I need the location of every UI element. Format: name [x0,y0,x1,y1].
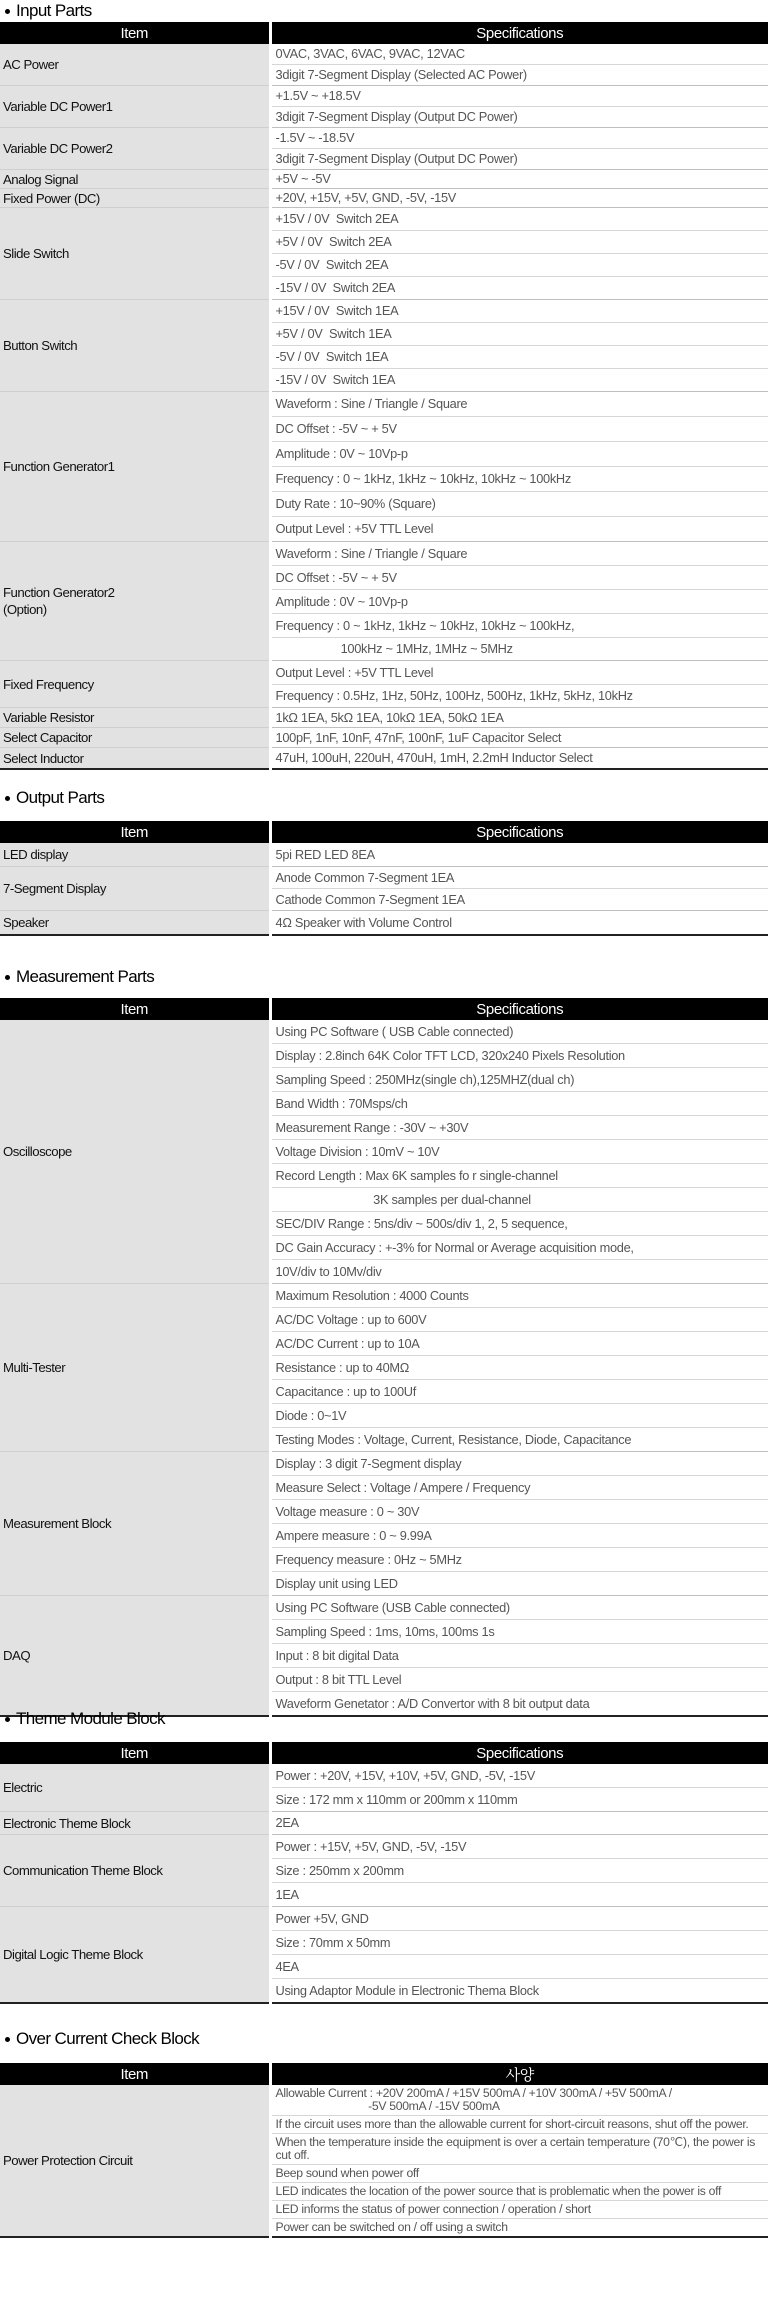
spec-line: Frequency measure : 0Hz ~ 5MHz [272,1548,768,1572]
table-row [0,1020,768,1284]
spec-line: Beep sound when power off [272,2165,768,2183]
item-name: Digital Logic Theme Block [0,1907,270,2004]
spec-cell [270,1907,768,2004]
table-row [0,708,768,728]
section-title-text: Measurement Parts [16,967,155,986]
table-row [0,843,768,867]
spec-line: Display : 3 digit 7-Segment display [272,1452,768,1476]
section-title [0,1707,165,1731]
spec-table [0,1742,768,2004]
section-title-text: Input Parts [16,1,92,20]
item-name: Variable Resistor [0,708,270,728]
item-name: Power Protection Circuit [0,2085,270,2237]
item-name: Function Generator1 [0,392,270,542]
bullet-icon [5,2037,10,2042]
spec-line: Frequency : 0 ~ 1kHz, 1kHz ~ 10kHz, 10kHz ~ 100kHz, [272,614,768,638]
section-title [0,786,104,810]
spec-cell [270,911,768,936]
item-name: Select Capacitor [0,728,270,748]
item-name: Speaker [0,911,270,936]
table-row [0,86,768,128]
item-name: Variable DC Power1 [0,86,270,128]
spec-line: -1.5V ~ -18.5V [272,128,768,149]
spec-cell [270,728,768,748]
spec-cell [270,1284,768,1452]
spec-line: Waveform : Sine / Triangle / Square [272,392,768,417]
spec-line: AC/DC Voltage : up to 600V [272,1308,768,1332]
spec-cell [270,1764,768,1812]
spec-line: Capacitance : up to 100Uf [272,1380,768,1404]
spec-line: DC Offset : -5V ~ + 5V [272,417,768,442]
item-column-header: Item [0,821,270,843]
item-name: Communication Theme Block [0,1835,270,1907]
item-column-header: Item [0,998,270,1020]
spec-line: +1.5V ~ +18.5V [272,86,768,107]
table-header-row [0,821,768,843]
spec-line: 3digit 7-Segment Display (Output DC Power) [275,151,518,166]
table-row [0,1835,768,1907]
spec-line: Output Level : +5V TTL Level [272,661,768,685]
spec-line: Cathode Common 7-Segment 1EA [275,892,465,907]
spec-line: LED informs the status of power connection / operation / short [272,2201,768,2219]
item-name: Multi-Tester [0,1284,270,1452]
table-row [0,542,768,661]
spec-cell [270,392,768,542]
spec-table [0,22,768,770]
table-header-row [0,998,768,1020]
spec-cell [270,170,768,189]
spec-line: 4EA [272,1955,768,1979]
spec-cell [270,661,768,708]
spec-line: +5V / 0V Switch 1EA [272,323,768,346]
table-row [0,128,768,170]
spec-line: 4Ω Speaker with Volume Control [275,915,452,930]
section-title [0,2027,199,2051]
spec-table [0,998,768,1717]
table-row [0,728,768,748]
spec-line: 1kΩ 1EA, 5kΩ 1EA, 10kΩ 1EA, 50kΩ 1EA [275,710,504,725]
spec-cell [270,1020,768,1284]
spec-line: DC Offset : -5V ~ + 5V [272,566,768,590]
table-header-row [0,1742,768,1764]
item-name: AC Power [0,44,270,86]
spec-cell [270,1812,768,1835]
item-name: Function Generator2 (Option) [0,542,270,661]
table-row [0,911,768,936]
spec-line: Band Width : 70Msps/ch [272,1092,768,1116]
table-row [0,170,768,189]
bullet-icon [5,9,10,14]
spec-line: LED indicates the location of the power source that is problematic when the power is off [272,2183,768,2201]
table-row [0,867,768,911]
spec-cell [270,748,768,770]
spec-cell [270,867,768,911]
item-name: Measurement Block [0,1452,270,1596]
spec-line: Measurement Range : -30V ~ +30V [272,1116,768,1140]
specifications-column-header: Specifications [270,821,768,843]
spec-table [0,821,768,936]
table-row [0,1907,768,2004]
spec-line: Using Adaptor Module in Electronic Thema Block [275,1983,539,1998]
item-name: Select Inductor [0,748,270,770]
spec-cell [270,189,768,208]
spec-line: Size : 172 mm x 110mm or 200mm x 110mm [275,1792,518,1807]
spec-line: Power : +15V, +5V, GND, -5V, -15V [272,1835,768,1859]
spec-line: Output : 8 bit TTL Level [272,1668,768,1692]
spec-line: Size : 70mm x 50mm [272,1931,768,1955]
spec-line: When the temperature inside the equipment is over a certain temperature (70℃), the power is cut off. [272,2134,768,2165]
spec-line: 2EA [275,1815,299,1830]
spec-cell [270,708,768,728]
spec-cell [270,1596,768,1717]
spec-line: Diode : 0~1V [272,1404,768,1428]
spec-line: DC Gain Accuracy : +-3% for Normal or Average acquisition mode, [272,1236,768,1260]
spec-line: Maximum Resolution : 4000 Counts [272,1284,768,1308]
spec-line: Using PC Software (USB Cable connected) [272,1596,768,1620]
table-row [0,300,768,392]
spec-line: Duty Rate : 10~90% (Square) [272,492,768,517]
item-name: Oscilloscope [0,1020,270,1284]
table-header-row [0,22,768,44]
item-name: Electric [0,1764,270,1812]
item-name: LED display [0,843,270,867]
spec-cell [270,542,768,661]
spec-cell [270,300,768,392]
table-row [0,1284,768,1452]
item-column-header: Item [0,2063,270,2085]
spec-line: 100pF, 1nF, 10nF, 47nF, 100nF, 1uF Capacitor Select [275,730,562,745]
item-name: Fixed Frequency [0,661,270,708]
table-row [0,1764,768,1812]
section-title [0,0,92,22]
spec-line: If the circuit uses more than the allowable current for short-circuit reasons, shut off the power. [272,2116,768,2134]
bullet-icon [5,975,10,980]
spec-line: Waveform : Sine / Triangle / Square [272,542,768,566]
spec-line: Display : 2.8inch 64K Color TFT LCD, 320x240 Pixels Resolution [272,1044,768,1068]
item-name: DAQ [0,1596,270,1717]
spec-line: Amplitude : 0V ~ 10Vp-p [272,590,768,614]
spec-line: SEC/DIV Range : 5ns/div ~ 500s/div 1, 2, 5 sequence, [272,1212,768,1236]
spec-cell [270,86,768,128]
spec-line: Voltage Division : 10mV ~ 10V [272,1140,768,1164]
section-title [0,965,154,989]
spec-cell [270,2085,768,2237]
bullet-icon [5,1717,10,1722]
specifications-column-header: Specifications [270,1742,768,1764]
bullet-icon [5,796,10,801]
item-name: Electronic Theme Block [0,1812,270,1835]
spec-line: +15V / 0V Switch 2EA [272,208,768,231]
item-name: Analog Signal [0,170,270,189]
spec-line: Frequency : 0 ~ 1kHz, 1kHz ~ 10kHz, 10kHz ~ 100kHz [272,467,768,492]
table-row [0,1812,768,1835]
table-header-row [0,2063,768,2085]
spec-line: +5V / 0V Switch 2EA [272,231,768,254]
spec-line: Allowable Current : +20V 200mA / +15V 500mA / +10V 300mA / +5V 500mA / -5V 500mA / -15V 500mA [272,2085,768,2116]
table-row [0,1596,768,1717]
spec-line: -5V / 0V Switch 2EA [272,254,768,277]
spec-line: Record Length : Max 6K samples fo r single-channel [272,1164,768,1188]
table-row [0,1452,768,1596]
table-row [0,392,768,542]
spec-line: 10V/div to 10Mv/div [275,1264,382,1279]
item-name: Slide Switch [0,208,270,300]
spec-line: Display unit using LED [275,1576,398,1591]
spec-cell [270,1452,768,1596]
table-row [0,208,768,300]
spec-line: Waveform Genetator : A/D Convertor with 8 bit output data [275,1696,590,1711]
specifications-column-header: Specifications [270,998,768,1020]
section-title-text: Over Current Check Block [16,2029,200,2048]
spec-cell [270,44,768,86]
spec-line: 100kHz ~ 1MHz, 1MHz ~ 5MHz [275,641,513,656]
spec-line: Sampling Speed : 250MHz(single ch),125MHZ(dual ch) [272,1068,768,1092]
spec-line: 47uH, 100uH, 220uH, 470uH, 1mH, 2.2mH Inductor Select [275,750,593,765]
spec-line: Amplitude : 0V ~ 10Vp-p [272,442,768,467]
spec-line: Output Level : +5V TTL Level [275,521,434,536]
spec-line: Resistance : up to 40MΩ [272,1356,768,1380]
table-row [0,189,768,208]
spec-line: 0VAC, 3VAC, 6VAC, 9VAC, 12VAC [272,44,768,65]
spec-line: Using PC Software ( USB Cable connected) [272,1020,768,1044]
section-title-text: Output Parts [16,788,105,807]
item-name: Variable DC Power2 [0,128,270,170]
spec-line: Anode Common 7-Segment 1EA [272,867,768,889]
spec-line: -15V / 0V Switch 2EA [275,280,396,295]
spec-line: -5V / 0V Switch 1EA [272,346,768,369]
item-column-header: Item [0,22,270,44]
table-row [0,2085,768,2237]
spec-line: -15V / 0V Switch 1EA [275,372,396,387]
spec-cell [270,1835,768,1907]
item-name: 7-Segment Display [0,867,270,911]
table-row [0,661,768,708]
spec-line: 5pi RED LED 8EA [275,847,375,862]
spec-line: 3K samples per dual-channel [272,1188,768,1212]
spec-line: 3digit 7-Segment Display (Output DC Power) [275,109,518,124]
spec-line: Frequency : 0.5Hz, 1Hz, 50Hz, 100Hz, 500Hz, 1kHz, 5kHz, 10kHz [275,688,633,703]
spec-line: Testing Modes : Voltage, Current, Resistance, Diode, Capacitance [275,1432,632,1447]
spec-line: Sampling Speed : 1ms, 10ms, 100ms 1s [272,1620,768,1644]
spec-line: +5V ~ -5V [275,171,331,186]
spec-line: Measure Select : Voltage / Ampere / Frequency [272,1476,768,1500]
spec-line: Size : 250mm x 200mm [272,1859,768,1883]
section-title-text: Theme Module Block [16,1709,165,1728]
spec-line: +15V / 0V Switch 1EA [272,300,768,323]
spec-line: 3digit 7-Segment Display (Selected AC Power) [275,67,527,82]
spec-table [0,2063,768,2238]
spec-line: AC/DC Current : up to 10A [272,1332,768,1356]
item-name: Button Switch [0,300,270,392]
spec-cell [270,843,768,867]
specifications-column-header: 사양 [270,2063,768,2085]
table-row [0,748,768,770]
spec-line: Ampere measure : 0 ~ 9.99A [272,1524,768,1548]
spec-line: Voltage measure : 0 ~ 30V [272,1500,768,1524]
spec-line: 1EA [275,1887,299,1902]
spec-line: Input : 8 bit digital Data [272,1644,768,1668]
item-name: Fixed Power (DC) [0,189,270,208]
specifications-column-header: Specifications [270,22,768,44]
table-row [0,44,768,86]
item-column-header: Item [0,1742,270,1764]
spec-line: +20V, +15V, +5V, GND, -5V, -15V [275,190,457,205]
spec-line: Power can be switched on / off using a switch [275,2220,508,2234]
spec-cell [270,208,768,300]
spec-line: Power : +20V, +15V, +10V, +5V, GND, -5V, -15V [272,1764,768,1788]
spec-line: Power +5V, GND [272,1907,768,1931]
spec-cell [270,128,768,170]
